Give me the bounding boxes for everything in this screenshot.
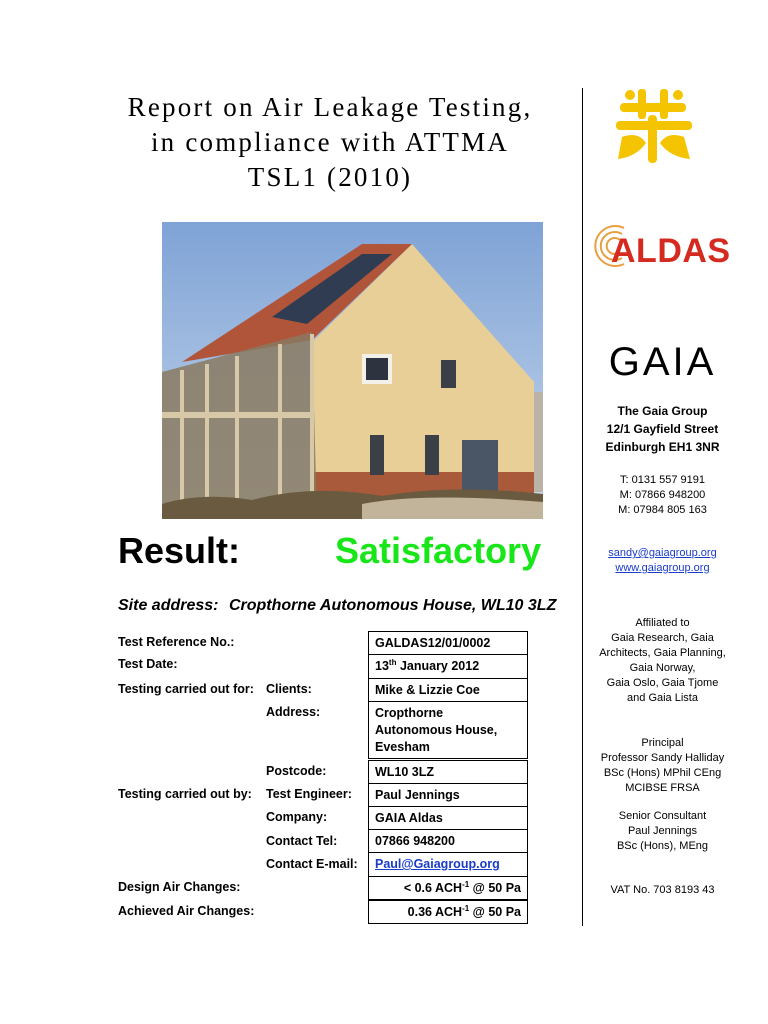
contact-email-label: Contact E-mail: <box>266 857 358 871</box>
gaia-links <box>590 546 735 576</box>
affiliations: Affiliated to Gaia Research, Gaia Architects, Gaia Planning, Gaia Norway, Gaia Oslo, Gaia Tjome and Gaia Lista <box>599 617 726 704</box>
vertical-divider <box>582 88 583 926</box>
test-date-value: 13th January 2012 <box>368 654 528 679</box>
site-address <box>118 597 556 615</box>
gaia-address: The Gaia Group 12/1 Gayfield Street Edinburgh EH1 3NR <box>605 404 720 454</box>
result-value: Satisfactory <box>335 530 542 571</box>
site-address-value: Cropthorne Autonomous House, WL10 3LZ <box>228 597 557 614</box>
company-value: GAIA Aldas <box>368 806 528 830</box>
gaia-wordmark: GAIA <box>608 340 717 384</box>
test-ref-value: GALDAS12/01/0002 <box>368 631 528 655</box>
site-address-label: Site address: <box>118 597 219 614</box>
postcode-label: Postcode: <box>266 764 327 778</box>
test-ref-label: Test Reference No.: <box>118 635 235 649</box>
title-line-3: TSL1 (2010) <box>247 162 413 192</box>
company-label: Company: <box>266 810 328 824</box>
sidebar-email-link[interactable]: sandy@gaiagroup.org <box>608 547 717 559</box>
clients-label: Clients: <box>266 682 312 696</box>
achieved-air-changes-value: 0.36 $ACH^{-1}$ @ 50 Pa <box>368 900 528 924</box>
test-date-label: Test Date: <box>118 657 178 671</box>
testing-by-label: Testing carried out by: <box>118 787 252 801</box>
sidebar-web-link[interactable]: www.gaiagroup.org <box>615 562 710 574</box>
testing-for-label: Testing carried out for: <box>118 682 254 696</box>
design-air-changes-label: Design Air Changes: <box>118 880 241 894</box>
address-label: Address: <box>266 705 321 719</box>
vat-number: VAT No. 703 8193 43 <box>610 884 715 896</box>
design-air-changes-value: < 0.6 $ACH^{-1}$ @ 50 Pa <box>368 876 528 900</box>
contact-tel-value: 07866 948200 <box>368 829 528 853</box>
title-line-1: Report on Air Leakage Testing, <box>127 92 533 122</box>
aldas-logo: ALDAS <box>611 232 731 270</box>
postcode-value: WL10 3LZ <box>368 760 528 784</box>
gaia-symbol-logo <box>608 85 698 165</box>
contact-email-link[interactable]: Paul@Gaiagroup.org <box>375 857 500 871</box>
address-value: Cropthorne Autonomous House, Evesham <box>368 701 528 759</box>
house-photo <box>162 222 543 519</box>
clients-value: Mike & Lizzie Coe <box>368 678 528 702</box>
senior-consultant-info: Senior Consultant Paul Jennings BSc (Hons), MEng <box>616 810 709 852</box>
principal-info: Principal Professor Sandy Halliday BSc (Hons) MPhil CEng MCIBSE FRSA <box>600 737 725 794</box>
result-label: Result: <box>118 530 241 571</box>
achieved-air-changes-label: Achieved Air Changes: <box>118 904 255 918</box>
contact-tel-label: Contact Tel: <box>266 834 338 848</box>
title-line-2: in compliance with ATTMA <box>150 127 509 157</box>
gaia-phone-numbers: T: 0131 557 9191 M: 07866 948200 M: 07984 805 163 <box>618 474 707 516</box>
test-engineer-label: Test Engineer: <box>266 787 352 801</box>
contact-email-cell <box>368 852 528 877</box>
report-title <box>100 90 560 195</box>
test-engineer-value: Paul Jennings <box>368 783 528 807</box>
